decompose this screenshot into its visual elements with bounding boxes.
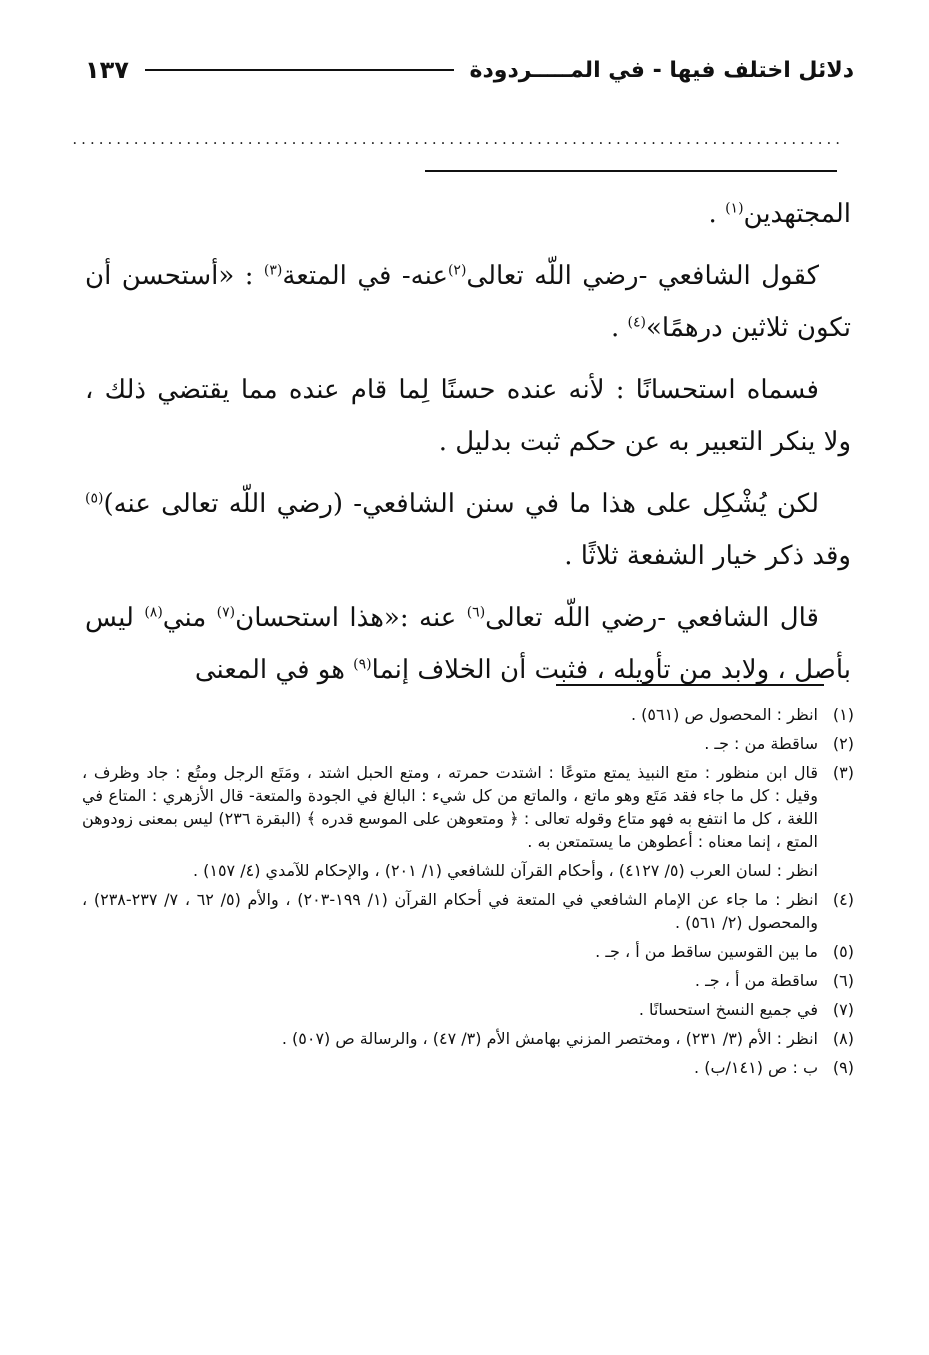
footnote-9: (٩) ب : ص (١٤١/ب) . bbox=[694, 1058, 854, 1077]
footnotes bbox=[82, 703, 854, 1085]
top-rule bbox=[425, 170, 837, 172]
footnote-ref-7: (٧) bbox=[216, 604, 236, 621]
footnote-ref-5: (٥) bbox=[85, 490, 104, 507]
ellipsis-line: ........................................................................................ bbox=[72, 130, 844, 148]
paragraph-4: لكن يُشْكِل على هذا ما في سنن الشافعي- (رضي اللّه تعالى عنه)$^{(٥)}$ وقد ذكر خيار الشفعة ثلاثًا . bbox=[85, 489, 851, 571]
footnote-3: (٣) قال ابن منظور : متع النبيذ يمتع متوعًا : اشتدت حمرته ، ومتع الحبل اشتد ، ومَتَع الرجل ومتُع : جاد وظرف ، وقيل : كل ما جاء فقد مَتَع وهو ماتع ، والماتع من كل شيء : البالغ في الجودة والمتعة- قال الأزهري : المتاع في اللغة ، كل ما انتفع به فهو متاع وقوله تعالى : ﴿ ومتعوهن على الموسع قدره ﴾ (البقرة ٢٣٦) ليس بمعنى زودوهن المتع ، إنما معناه : أعطوهن ما يستمتعن به . bbox=[82, 763, 854, 851]
paragraph-2: كقول الشافعي -رضي اللّه تعالى$^{(٢)}$عنه- في المتعة$^{(٣)}$ : «أستحسن أن تكون ثلاثين درهمًا»$^{(٤)}$ . bbox=[85, 261, 851, 343]
footnote-3-continued: انظر : لسان العرب (٥/ ٤١٢٧) ، وأحكام القرآن للشافعي (١/ ٢٠١) ، والإحكام للآمدي (٤/ ١٥٧) . bbox=[192, 861, 818, 880]
footnote-ref-4: (٤) bbox=[627, 314, 647, 331]
page-header bbox=[85, 50, 854, 90]
body-text bbox=[85, 188, 851, 706]
footnote-ref-9: (٩) bbox=[353, 656, 372, 673]
paragraph-3: فسماه استحسانًا : لأنه عنده حسنًا لِما قام عنده مما يقتضي ذلك ، ولا ينكر التعبير به عن حكم ثبت بدليل . bbox=[85, 375, 851, 457]
footnote-ref-3: (٣) bbox=[263, 262, 283, 279]
running-title: دلائل اختلف فيها - في المـــــردودة bbox=[469, 57, 854, 83]
footnote-ref-1: (١) bbox=[725, 200, 744, 217]
page-number: ١٣٧ bbox=[85, 56, 129, 84]
footnote-4: (٤) انظر : ما جاء عن الإمام الشافعي في المتعة في أحكام القرآن (١/ ١٩٩-٢٠٣) ، والأم (٥/ ٦٢ ، ٧/ ٢٣٧-٢٣٨) ، والمحصول (٢/ ٥٦١) . bbox=[82, 890, 854, 932]
footnote-1: (١) انظر : المحصول ص (٥٦١) . bbox=[630, 705, 854, 724]
header-rule bbox=[145, 69, 454, 71]
footnote-7: (٧) في جميع النسخ استحسانًا . bbox=[638, 1000, 854, 1019]
footnote-ref-8: (٨) bbox=[144, 604, 163, 621]
footnote-2: (٢) ساقطة من : جـ . bbox=[704, 734, 854, 753]
footnote-ref-2: (٢) bbox=[447, 262, 467, 279]
footnote-8: (٨) انظر : الأم (٣/ ٢٣١) ، ومختصر المزني بهامش الأم (٣/ ٤٧) ، والرسالة ص (٥٠٧) . bbox=[281, 1029, 854, 1048]
footnote-6: (٦) ساقطة من أ ، جـ . bbox=[694, 971, 854, 990]
footnote-ref-6: (٦) bbox=[466, 604, 486, 621]
paragraph-5: قال الشافعي -رضي اللّه تعالى$^{(٦)}$ عنه :«هذا استحسان$^{(٧)}$ مني$^{(٨)}$ ليس بأصل ، ولابد من تأويله ، فثبت أن الخلاف إنما$^{(٩)}$ هو في المعنى bbox=[85, 603, 851, 685]
paragraph-1: المجتهدين$^{(١)}$ . bbox=[708, 199, 851, 229]
footnote-rule bbox=[556, 684, 824, 686]
footnote-5: (٥) ما بين القوسين ساقط من أ ، جـ . bbox=[595, 942, 854, 961]
